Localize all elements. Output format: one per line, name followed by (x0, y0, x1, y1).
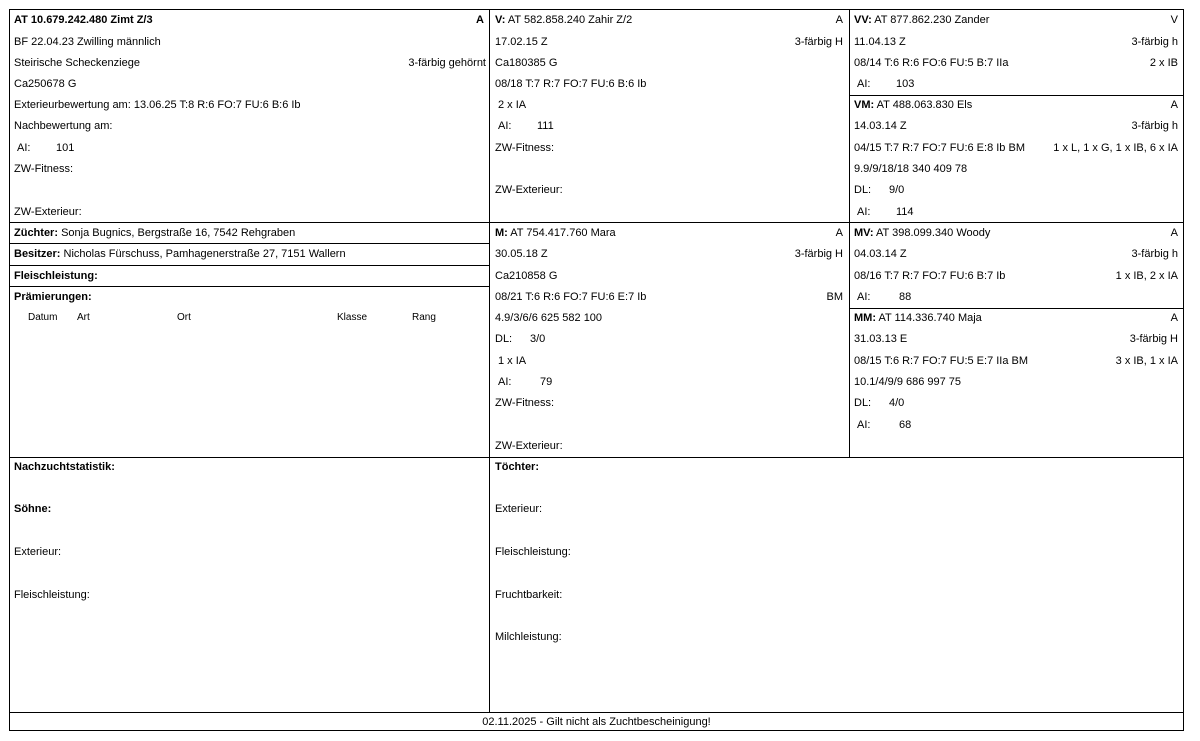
dam-casein: Ca210858 G (495, 270, 558, 282)
mm-eval: 08/15 T:6 R:7 FO:7 FU:5 E:7 IIa BM (854, 355, 1029, 367)
vm-milk: 9.9/9/18/18 340 409 78 (854, 163, 968, 175)
dam-dl-label: DL: (495, 333, 513, 345)
awards-col-ort: Ort (177, 312, 191, 323)
dam-label: M: (495, 227, 508, 239)
vm-awards: 1 x L, 1 x G, 1 x IB, 6 x IA (1053, 142, 1178, 154)
divider-stats-footer (9, 712, 1184, 713)
breeder-value: Sonja Bugnics, Bergstraße 16, 7542 Rehgraben (61, 227, 296, 239)
mv-ai-label: AI: (857, 291, 871, 303)
sire-ai-value: 111 (537, 120, 554, 132)
vm-grade: A (1170, 99, 1178, 111)
mm-title: AT 114.336.740 Maja (878, 312, 982, 324)
dam-date: 30.05.18 Z (495, 248, 548, 260)
mv-color: 3-färbig h (1131, 248, 1178, 260)
divider-meat-awards (9, 286, 490, 287)
animal-ai-value: 101 (56, 142, 75, 154)
sons-exterior: Exterieur: (14, 546, 62, 558)
awards-col-datum: Datum (28, 312, 58, 323)
divider-vm-mv (849, 222, 1184, 223)
mm-label: MM: (854, 312, 876, 324)
vv-color: 3-färbig h (1131, 36, 1178, 48)
mm-ai-value: 68 (899, 419, 912, 431)
sire-color: 3-färbig H (794, 36, 843, 48)
vm-ai-value: 114 (896, 206, 914, 218)
animal-title: AT 10.679.242.480 Zimt Z/3 (14, 14, 153, 26)
dam-zw-fitness: ZW-Fitness: (495, 397, 555, 409)
dam-dl-value: 3/0 (530, 333, 546, 345)
breeder-row (14, 226, 295, 240)
daughters-meat: Fleischleistung: (495, 546, 571, 558)
dam-color: 3-färbig H (794, 248, 843, 260)
animal-grade: A (476, 14, 484, 26)
mm-dl-value: 4/0 (889, 397, 905, 409)
vm-ai-label: AI: (857, 206, 871, 218)
divider-owner-meat (9, 265, 490, 266)
animal-breed: Steirische Scheckenziege (14, 57, 140, 69)
vm-color: 3-färbig h (1131, 120, 1178, 132)
awards-label: Prämierungen: (14, 291, 92, 303)
vm-date: 14.03.14 Z (854, 120, 907, 132)
sire-grade: A (835, 14, 843, 26)
mv-grade: A (1170, 227, 1178, 239)
owner-value: Nicholas Fürschuss, Pamhagenerstraße 27, 7151 Wallern (63, 248, 346, 260)
mm-color: 3-färbig H (1129, 333, 1178, 345)
vm-dl-value: 9/0 (889, 184, 905, 196)
dam-eval: 08/21 T:6 R:6 FO:7 FU:6 E:7 Ib (495, 291, 647, 303)
vv-ai-value: 103 (896, 78, 915, 90)
awards-col-rang: Rang (412, 312, 436, 323)
dam-ai-value: 79 (540, 376, 553, 388)
animal-re-eval: Nachbewertung am: (14, 120, 113, 132)
animal-ai-label: AI: (17, 142, 31, 154)
divider-pedigree-stats (9, 457, 1184, 458)
dam-awards: 1 x IA (498, 355, 527, 367)
sire-zw-exterieur: ZW-Exterieur: (495, 184, 563, 196)
sire-awards: 2 x IA (498, 99, 527, 111)
divider-left-middle (489, 9, 490, 713)
dam-eval-suffix: BM (826, 291, 843, 303)
divider-mv-mm (849, 308, 1184, 309)
sire-ai-label: AI: (498, 120, 512, 132)
awards-col-art: Art (77, 312, 90, 323)
daughters-label: Töchter: (495, 461, 539, 473)
vm-title: AT 488.063.830 Els (876, 99, 973, 111)
daughters-exterior: Exterieur: (495, 503, 543, 515)
animal-exterior-eval: Exterieurbewertung am: 13.06.25 T:8 R:6 FO:7 FU:6 B:6 Ib (14, 99, 301, 111)
mm-ai-label: AI: (857, 419, 871, 431)
dam-milk: 4.9/3/6/6 625 582 100 (495, 312, 603, 324)
dam-title: AT 754.417.760 Mara (510, 227, 616, 239)
vv-awards: 2 x IB (1149, 57, 1178, 69)
awards-col-klasse: Klasse (337, 312, 368, 323)
divider-middle-right (849, 9, 850, 457)
vv-label: VV: (854, 14, 872, 26)
mv-awards: 1 x IB, 2 x IA (1115, 270, 1178, 282)
mv-title: AT 398.099.340 Woody (876, 227, 991, 239)
daughters-fertility: Fruchtbarkeit: (495, 589, 563, 601)
daughters-milk: Milchleistung: (495, 631, 562, 643)
mv-date: 04.03.14 Z (854, 248, 907, 260)
breeder-label: Züchter: (14, 227, 58, 239)
vv-date: 11.04.13 Z (854, 36, 906, 48)
mm-grade: A (1170, 312, 1178, 324)
vv-ai-label: AI: (857, 78, 871, 90)
divider-breeder-owner (9, 243, 490, 244)
divider-vv-vm (849, 95, 1184, 96)
footer-text: 02.11.2025 - Gilt nicht als Zuchtbescheinigung! (482, 716, 711, 728)
animal-zw-fitness: ZW-Fitness: (14, 163, 74, 175)
meat-label: Fleischleistung: (14, 270, 98, 282)
vv-grade: V (1170, 14, 1178, 26)
animal-birth: BF 22.04.23 Zwilling männlich (14, 36, 161, 48)
sire-zw-fitness: ZW-Fitness: (495, 142, 555, 154)
vm-label: VM: (854, 99, 875, 111)
mm-awards: 3 x IB, 1 x IA (1115, 355, 1178, 367)
animal-casein: Ca250678 G (14, 78, 77, 90)
sire-date: 17.02.15 Z (495, 36, 548, 48)
vv-title: AT 877.862.230 Zander (874, 14, 990, 26)
sire-eval: 08/18 T:7 R:7 FO:7 FU:6 B:6 Ib (495, 78, 647, 90)
divider-animal-breeder (9, 222, 850, 223)
sons-label: Söhne: (14, 503, 52, 515)
pedigree-frame (9, 9, 1184, 731)
animal-zw-exterieur: ZW-Exterieur: (14, 206, 82, 218)
vv-eval: 08/14 T:6 R:6 FO:6 FU:5 B:7 IIa (854, 57, 1009, 69)
mv-ai-value: 88 (899, 291, 912, 303)
mm-dl-label: DL: (854, 397, 872, 409)
dam-zw-exterieur: ZW-Exterieur: (495, 440, 563, 452)
sons-meat: Fleischleistung: (14, 589, 90, 601)
sire-title: AT 582.858.240 Zahir Z/2 (507, 14, 633, 26)
sire-casein: Ca180385 G (495, 57, 558, 69)
offspring-label: Nachzuchtstatistik: (14, 461, 115, 473)
vm-dl-label: DL: (854, 184, 872, 196)
mm-milk: 10.1/4/9/9 686 997 75 (854, 376, 962, 388)
animal-color: 3-färbig gehörnt (408, 57, 486, 69)
vm-eval: 04/15 T:7 R:7 FO:7 FU:6 E:8 Ib BM (854, 142, 1025, 154)
dam-grade: A (835, 227, 843, 239)
mv-label: MV: (854, 227, 874, 239)
mv-eval: 08/16 T:7 R:7 FO:7 FU:6 B:7 Ib (854, 270, 1006, 282)
mm-date: 31.03.13 E (854, 333, 908, 345)
owner-row (14, 247, 346, 261)
owner-label: Besitzer: (14, 248, 61, 260)
dam-ai-label: AI: (498, 376, 512, 388)
sire-label: V: (495, 14, 506, 26)
